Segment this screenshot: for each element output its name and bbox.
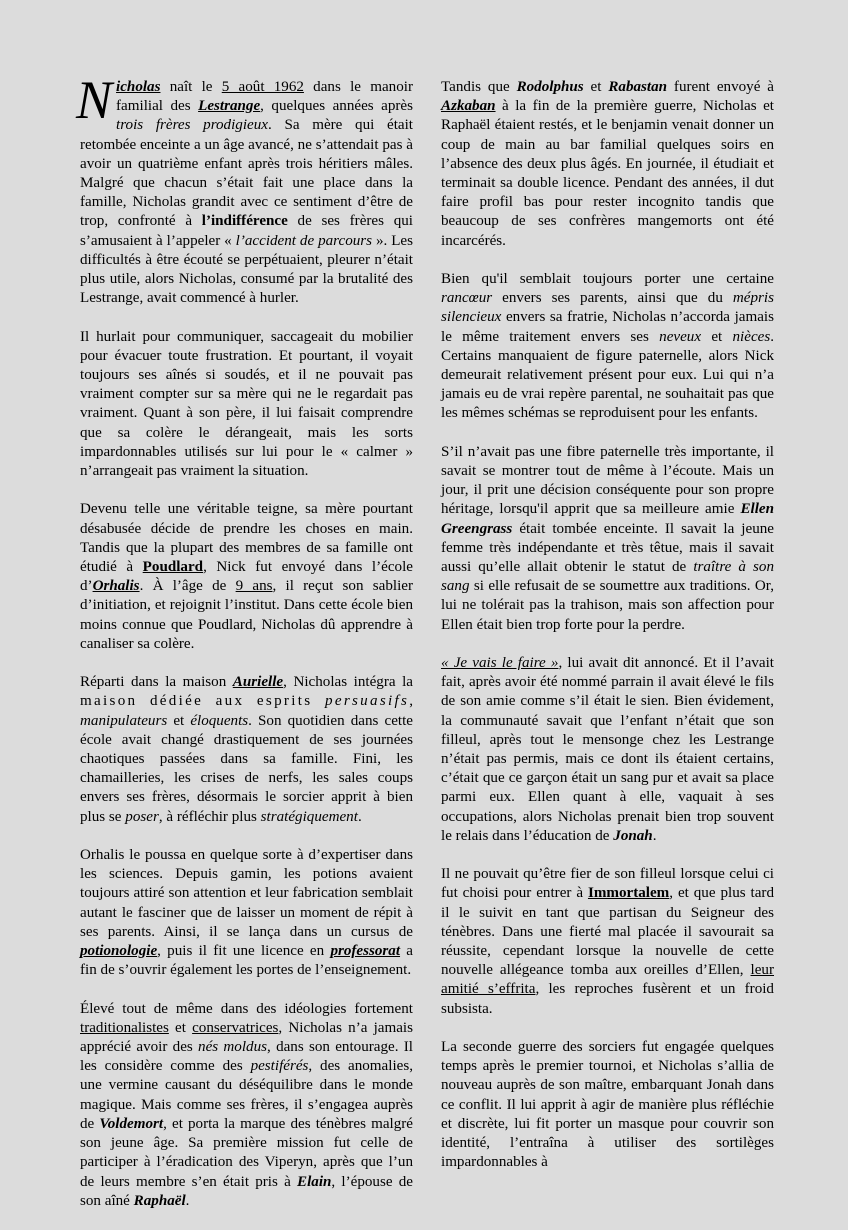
emphasis: l’accident de parcours [235, 232, 373, 249]
paragraph-4 [80, 673, 413, 827]
text: . Certains manquaient de figure paternelle, alors Nick demeurait relativement présent pour eux. Lui qui n’a jamais eu de vrai repère parental, ne souhaitait pas que les mêmes schémas se reproduisent pour les enfants. [441, 328, 774, 422]
paragraph-3 [80, 500, 413, 654]
term-professorat: professorat [330, 943, 401, 960]
text: , il reçut son sablier d’initiation, et rejoignit l’institut. Dans cette école bien moins connue que Poudlard, Nicholas dû apprendre à canaliser sa colère. [80, 578, 413, 652]
text: , Nicholas intégra la [283, 674, 414, 691]
emphasis: nés moldus [198, 1039, 268, 1056]
text: , [409, 693, 413, 710]
text: a fin de s’ouvrir également les portes de l’enseignement. [80, 943, 413, 979]
text: . Son quotidien dans cette école avait changé drastiquement de ses journées chaotiques passées dans sa famille. Fini, les chamailleries, les crises de nerfs, les sales coups envers ses frères, désormais le sorcier apprit à bien plus se [80, 712, 413, 825]
text: , et que plus tard il le suivit en tant que partisan du Seigneur des ténèbres. Dans une fierté mal placée il savourait sa réussite, cependant lorsque la nouvelle de cette nouvelle allégeance tomba aux oreilles d’Ellen, [441, 885, 775, 979]
name-rodolphus: Rodolphus [516, 79, 584, 95]
text: dans le manoir familial des [116, 79, 413, 115]
name-jonah: Jonah [613, 827, 653, 844]
emphasis: nièces [732, 328, 771, 345]
text: , Nick fut envoyé dans l’école d’ [80, 559, 413, 595]
house-aurielle: Aurielle [232, 674, 284, 691]
paragraph-2: Il hurlait pour communiquer, saccageait du mobilier pour évacuer toute frustration. Et pourtant, il voyait toujours ses aînés si soudés, et il ne pouvait pas vraiment compter sur sa mère qui ne le regardait pas vraiment. Quant à son père, il lui faisait comprendre que sa colère le dérangeait, mais les sorts impardonnables utilisés sur lui pour le « calmer » n’arrangeait pas vraiment la situation. [80, 328, 413, 480]
text: naît le [160, 79, 222, 95]
emphasis: pestiférés [250, 1058, 309, 1075]
text: . [357, 808, 362, 825]
text: Élevé tout de même dans des idéologies fortement [80, 1000, 413, 1017]
paragraph-12: La seconde guerre des sorciers fut engagée quelques temps après le premier tournoi, et Nicholas s’allia de nouveau auprès de son maître, embarquant Jonah dans ce conflit. Il lui apprit à agir de manière plus réfléchie et discrète, lui fit porter un masque pour couvrir son identité, l’entraîna à utiliser des sortilèges impardonnables à [441, 1039, 774, 1171]
text: et [583, 79, 609, 95]
right-column [441, 78, 774, 1192]
text: , puis il fit une licence en [157, 943, 331, 960]
emphasis: persuasifs [324, 693, 410, 710]
school-poudlard: Poudlard [142, 559, 204, 576]
text: Devenu telle une véritable teigne, sa mère pourtant désabusée décide de prendre les choses en main. Tandis que la plupart des membres de sa famille ont étudié à [80, 501, 413, 576]
emphasis: manipulateurs [80, 712, 168, 729]
text: à la fin de la première guerre, Nicholas et Raphaël étaient restés, et le benjamin venait donner un coup de main au bar familial quelques soirs en l’absence des deux plus âgés. En journée, il étudiait et terminait sa double licence. Pendant des années, il dut faire profil bas pour rester incognito tandis que beaucoup de ses confrères mangemorts ont été incarcérés. [441, 98, 774, 249]
text: Tandis que [441, 79, 517, 95]
emphasis: mépris silencieux [441, 290, 774, 326]
paragraph-7 [441, 78, 774, 251]
text: . Sa mère qui était retombée enceinte a un âge avancé, ne s’attendait pas à avoir un quatrième enfant après trois héritiers mâles. Malgré que chacun s’était fait une place dans la famille, Nicholas grandit avec ce sentiment d’être de trop, confronté à [80, 117, 413, 230]
birth-date: 5 août 1962 [221, 79, 304, 95]
paragraph-8 [441, 270, 774, 424]
emphasis: rancœur [441, 290, 493, 307]
text: , des anomalies, une vermine causant du déséquilibre dans le monde magique. Mais comme ses frères, il s’engagea auprès de [80, 1058, 413, 1132]
place-immortalem: Immortalem [587, 885, 670, 902]
text: furent envoyé à [667, 79, 774, 95]
text: , lui avait dit annoncé. Et il l’avait fait, après avoir été nommé parrain il avait élevé le fils de son amie comme s’il était le sien. Bien évidement, la communauté savait que l’enfant n’était que son filleul, après tout le mensonge chez les Lestrange n’était pas permis, mais ce dont ils étaient certains, c’était que ce garçon était un sang pur et avait sa place parmi eux. Ellen quant à elle, vaquait à ses occupations, alors Nicholas prenait bien trop souvent le relais dans l’éducation de [441, 655, 774, 844]
text: était tombée enceinte. Il savait la jeune femme très indépendante et très têtue, mais il savait aussi qu’elle allait obtenir le statut de [441, 520, 774, 576]
paragraph-9 [441, 443, 774, 635]
place-azkaban: Azkaban [441, 98, 496, 115]
emphasis: neveux [659, 328, 702, 345]
text: de ses frères qui s’amusaient à l’appeler « [80, 213, 413, 249]
emphasis: traître à son sang [441, 559, 774, 595]
emphasis: stratégiquement [260, 808, 358, 825]
text: et [701, 328, 733, 345]
name-raphael: Raphaël [133, 1192, 186, 1209]
term-traditionalistes: traditionalistes [80, 1019, 169, 1036]
name-elain: Elain [297, 1173, 332, 1190]
left-column [76, 70, 414, 1230]
text: , dans son entourage. Il les considère comme des [80, 1039, 413, 1075]
text: ». Les difficultés à être écouté se perpétuaient, pleurer n’était plus utile, alors Nicholas, consumé par la brutalité des Lestrange, avait commencé à hurler. [80, 232, 413, 307]
text: et [167, 712, 191, 729]
underlined-phrase: leur amitié s’effrita [441, 962, 774, 998]
spaced-text: maison dédiée aux esprits [80, 693, 325, 710]
term-conservatrices: conservatrices [192, 1019, 279, 1036]
name-ellen-greengrass: Ellen Greengrass [441, 501, 774, 537]
emphasis: poser [125, 808, 159, 825]
paragraph-11 [441, 865, 774, 1019]
name-rabastan: Rabastan [608, 79, 668, 95]
text: envers sa fratrie, Nicholas n’accorda jamais le même traitement envers ses [441, 309, 774, 345]
paragraph-10 [441, 654, 774, 846]
age-value: 9 ans [235, 578, 273, 595]
text: Réparti dans la maison [80, 674, 233, 691]
family-name: Lestrange [198, 98, 261, 115]
text: . [652, 827, 657, 844]
text: Orhalis le poussa en quelque sorte à d’expertiser dans les sciences. Depuis gamin, les potions avaient toujours attiré son attention et leur fabrication semblait autant le fasciner que de laisser un moment de répit à ses parents. Ainsi, il se lança dans un cursus de [80, 847, 413, 940]
text: Il ne pouvait qu’être fier de son filleul lorsque celui ci fut choisi pour entrer à [441, 866, 774, 902]
emphasis: trois frères prodigieux [116, 117, 268, 134]
emphasis: éloquents [190, 712, 249, 729]
paragraph-1 [76, 70, 413, 308]
drop-cap: N [76, 70, 113, 130]
text: , Nicholas n’a jamais apprécié avoir des [80, 1019, 413, 1056]
text: S’il n’avait pas une fibre paternelle très importante, il savait se montrer tout de même à l’écoute. Mais un jour, il prit une décision conséquente pour son propre héritage, lorsqu'il apprit que sa meilleure amie [441, 443, 774, 518]
term-potionologie: potionologie [80, 943, 158, 960]
text: , à réfléchir plus [158, 808, 261, 825]
paragraph-6 [80, 1000, 413, 1211]
text: , les reproches fusèrent et un froid subsista. [441, 981, 774, 1017]
bold-term: l’indifférence [201, 213, 288, 230]
text: Bien qu'il semblait toujours porter une certaine [441, 271, 774, 288]
text: , et porta la marque des ténèbres malgré son jeune âge. Sa première mission fut celle de participer à l’éradication des Viperyn, après que l’un de leurs membre s’en était pris à [80, 1115, 413, 1190]
text: envers ses parents, ainsi que du [492, 290, 733, 307]
name-voldemort: Voldemort [99, 1115, 164, 1132]
quote: « Je vais le faire » [441, 655, 559, 672]
paragraph-5 [80, 846, 413, 980]
text: et [168, 1019, 193, 1036]
text: si elle refusait de se soumettre aux traditions. Or, lui ne tolérait pas la trahison, mais son affection pour Ellen était bien trop forte pour la perdre. [441, 578, 774, 633]
school-orhalis: Orhalis [92, 578, 140, 595]
text: , quelques années après [260, 98, 413, 115]
text: , l’épouse de son aîné [80, 1173, 414, 1209]
text: . À l’âge de [139, 578, 236, 595]
text: . [185, 1192, 190, 1209]
name-nicholas: icholas [116, 79, 161, 95]
